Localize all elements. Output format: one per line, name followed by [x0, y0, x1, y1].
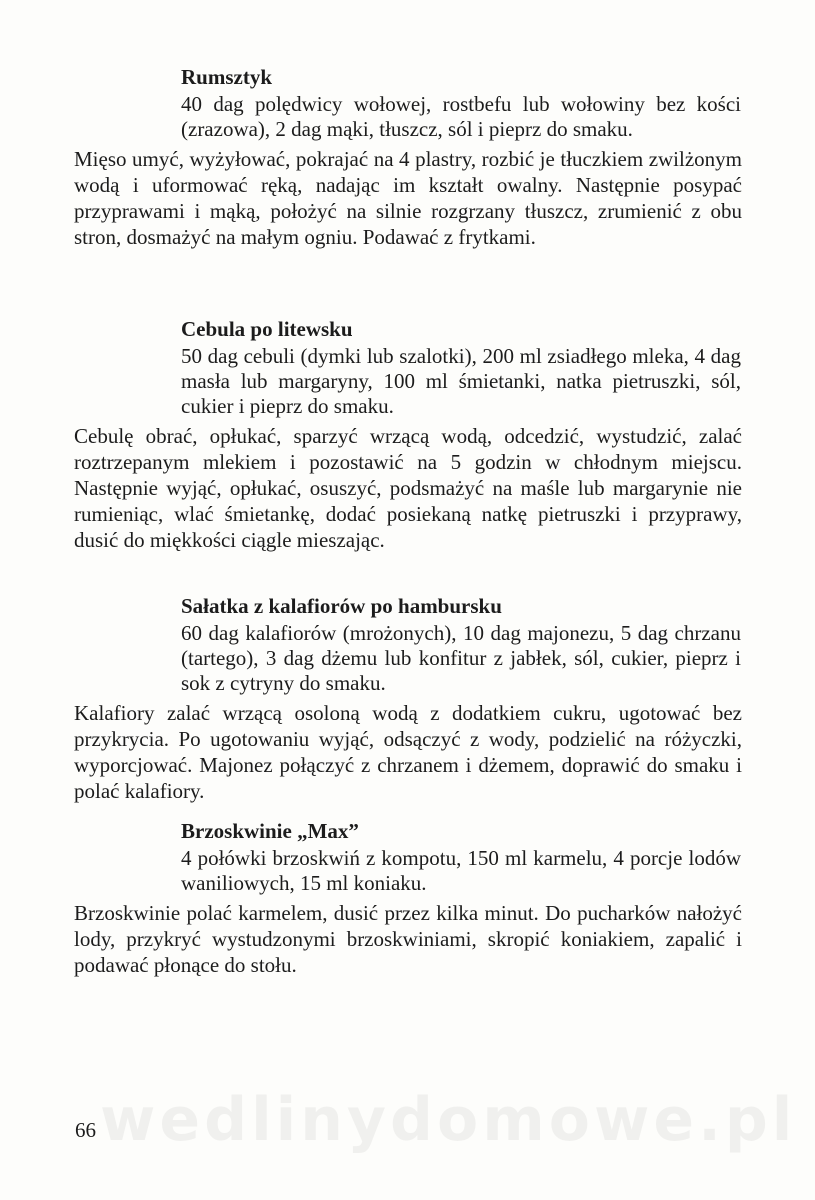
recipe-instructions: Cebulę obrać, opłukać, sparzyć wrzącą wodą, odcedzić, wystudzić, zalać roztrzepanym mlekiem i pozostawić na 5 godzin w chłodnym miejscu. Następnie wyjąć, opłukać, osuszyć, podsmażyć na maśle lub margarynie nie rumieniąc, wlać śmietankę, dodać posiekaną natkę pietruszki i przyprawy, dusić do miękkości ciągle mieszając. — [74, 424, 742, 552]
recipe-rumsztyk — [74, 64, 744, 250]
recipe-instructions: Brzoskwinie polać karmelem, dusić przez kilka minut. Do pucharków nałożyć lody, przykryć wystudzonymi brzoskwiniami, skropić koniakiem, zapalić i podawać płonące do stołu. — [74, 901, 742, 977]
recipe-ingredients: 60 dag kalafiorów (mrożonych), 10 dag majonezu, 5 dag chrzanu (tartego), 3 dag dżemu lub konfitur z jabłek, sól, cukier, pieprz i sok z cytryny do smaku. — [181, 621, 741, 695]
watermark: wedlinydomowe.pl — [100, 1085, 797, 1155]
page-number: 66 — [75, 1118, 96, 1142]
recipe-title: Brzoskwinie „Max” — [181, 819, 359, 843]
recipe-title: Cebula po litewsku — [181, 317, 353, 341]
recipe-instructions: Mięso umyć, wyżyłować, pokrajać na 4 plastry, rozbić je tłuczkiem zwilżonym wodą i uformować ręką, nadając im kształt owalny. Następnie posypać przyprawami i mąką, położyć na silnie rozgrzany tłuszcz, zrumienić z obu stron, dosmażyć na małym ogniu. Podawać z frytkami. — [74, 147, 742, 249]
recipe-title: Sałatka z kalafiorów po hambursku — [181, 594, 502, 618]
recipe-salatka-z-kalafiorow — [74, 593, 744, 804]
recipe-title: Rumsztyk — [181, 65, 273, 89]
recipe-cebula-po-litewsku — [74, 316, 744, 553]
recipe-ingredients: 40 dag polędwicy wołowej, rostbefu lub wołowiny bez kości (zrazowa), 2 dag mąki, tłuszcz, sól i pieprz do smaku. — [181, 92, 741, 141]
recipe-instructions: Kalafiory zalać wrzącą osoloną wodą z dodatkiem cukru, ugotować bez przykrycia. Po ugotowaniu wyjąć, odsączyć z wody, podzielić na różyczki, wyporcjować. Majonez połączyć z chrzanem i dżemem, doprawić do smaku i polać kalafiory. — [74, 701, 742, 803]
recipe-ingredients: 50 dag cebuli (dymki lub szalotki), 200 ml zsiadłego mleka, 4 dag masła lub margaryny, 100 ml śmietanki, natka pietruszki, sól, cukier i pieprz do smaku. — [181, 344, 741, 418]
recipe-ingredients: 4 połówki brzoskwiń z kompotu, 150 ml karmelu, 4 porcje lodów waniliowych, 15 ml koniaku. — [181, 846, 741, 895]
recipe-brzoskwinie-max — [74, 818, 744, 978]
